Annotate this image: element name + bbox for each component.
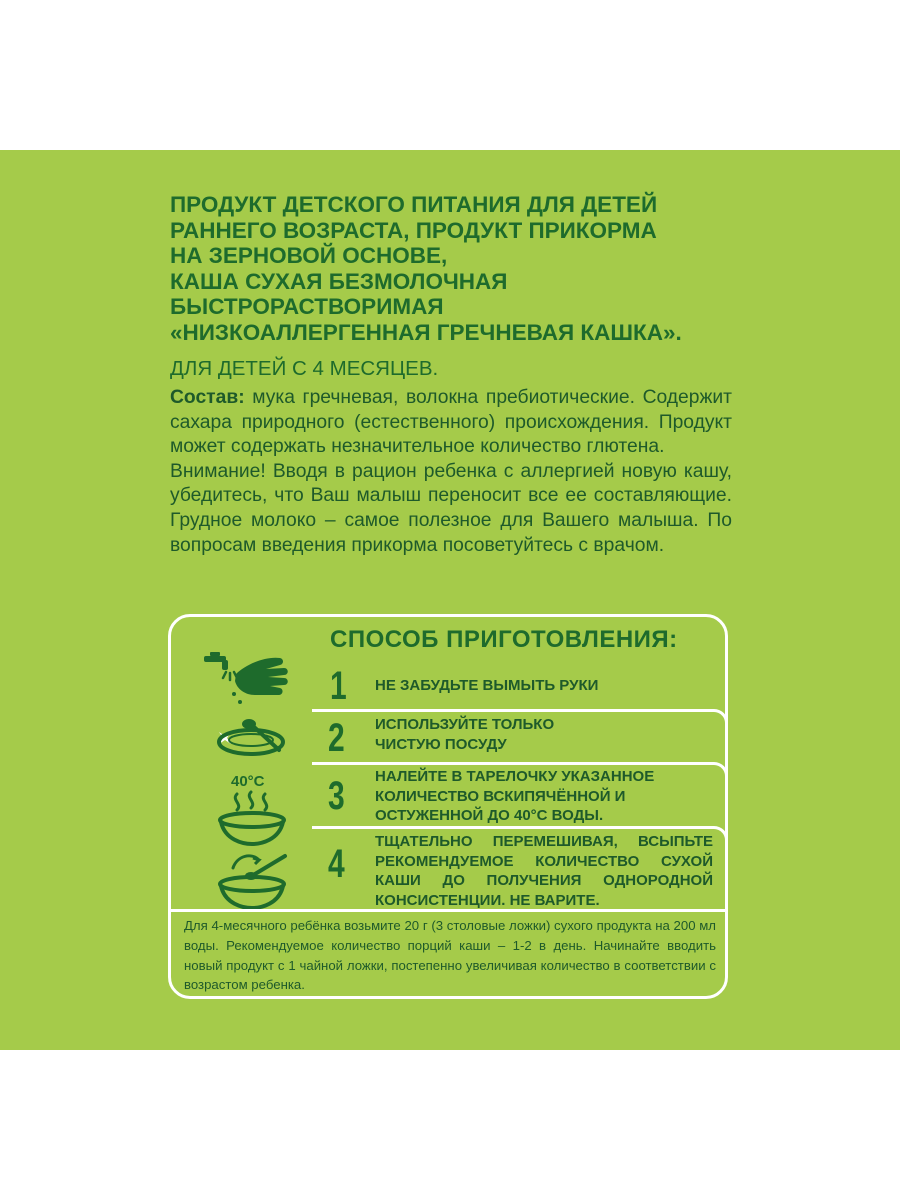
- step-text-2: ИСПОЛЬЗУЙТЕ ТОЛЬКО ЧИСТУЮ ПОСУДУ: [375, 716, 555, 753]
- clean-dish-icon: [205, 714, 290, 764]
- description-block: [170, 386, 732, 558]
- title-line: НА ЗЕРНОВОЙ ОСНОВЕ,: [170, 243, 448, 269]
- composition-paragraph: [170, 386, 732, 460]
- hand-wash-icon: [200, 650, 290, 710]
- step-text-4: ТЩАТЕЛЬНО ПЕРЕМЕШИВАЯ, ВСЫПЬТЕ РЕКОМЕНДУЕМОЕ КОЛИЧЕСТВО СУХОЙ КАШИ ДО ПОЛУЧЕНИЯ ОДНОРОДНОЙ КОНСИСТЕНЦИИ. НЕ ВАРИТЕ.: [375, 833, 713, 909]
- step-number-3: 3: [328, 774, 345, 818]
- product-title: [170, 192, 770, 346]
- warning-paragraph: Внимание! Вводя в рацион ребенка с аллергией новую кашу, убедитесь, что Ваш малыш переносит все ее составляющие. Грудное молоко – самое полезное для Вашего малыша. По вопросам введения прикорма посоветуйтесь с врачом.: [170, 460, 732, 556]
- title-line: ПРОДУКТ ДЕТСКОГО ПИТАНИЯ ДЛЯ ДЕТЕЙ: [170, 192, 658, 217]
- serving-footnote: Для 4-месячного ребёнка возьмите 20 г (3 столовые ложки) сухого продукта на 200 мл воды. Рекомендуемое количество порций каши – 1-2 в день. Начинайте вводить новый продукт с 1 чайной ложки, постепенно увеличивая количество в соответствии с возрастом ребенка.: [184, 918, 716, 993]
- preparation-title: СПОСОБ ПРИГОТОВЛЕНИЯ:: [330, 626, 678, 653]
- step-text-3: НАЛЕЙТЕ В ТАРЕЛОЧКУ УКАЗАННОЕ КОЛИЧЕСТВО ВСКИПЯЧЁННОЙ И ОСТУЖЕННОЙ ДО 40°C ВОДЫ.: [375, 768, 655, 825]
- step-number-2: 2: [328, 716, 345, 760]
- step-text-1: НЕ ЗАБУДЬТЕ ВЫМЫТЬ РУКИ: [375, 677, 599, 694]
- temperature-label: 40°C: [231, 773, 265, 790]
- title-line: «НИЗКОАЛЛЕРГЕННАЯ ГРЕЧНЕВАЯ КАШКА».: [170, 319, 682, 345]
- age-recommendation: ДЛЯ ДЕТЕЙ С 4 МЕСЯЦЕВ.: [170, 357, 439, 380]
- stir-bowl-icon: [215, 850, 293, 910]
- title-line: БЫСТРОРАСТВОРИМАЯ: [170, 294, 444, 320]
- composition-label: Состав:: [170, 387, 245, 408]
- step-number-4: 4: [328, 842, 345, 886]
- title-line: РАННЕГО ВОЗРАСТА, ПРОДУКТ ПРИКОРМА: [170, 217, 657, 243]
- hot-bowl-icon: [215, 790, 290, 846]
- title-line: КАША СУХАЯ БЕЗМОЛОЧНАЯ: [170, 268, 508, 294]
- composition-text: мука гречневая, волокна пребиотические. Содержит сахара природного (естественного) происхождения. Продукт может содержать незначительное количество глютена.: [170, 387, 732, 458]
- step-number-1: 1: [330, 664, 347, 708]
